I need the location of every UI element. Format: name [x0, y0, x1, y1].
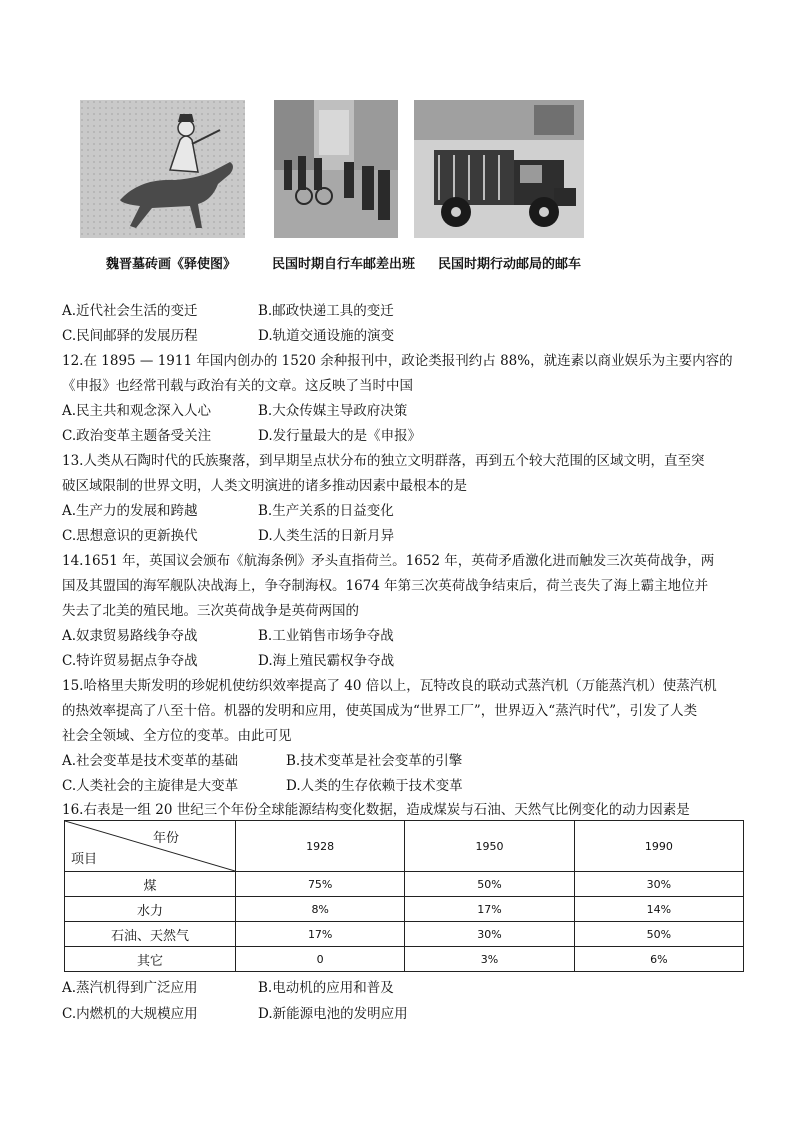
q11-option-c[interactable]: C.民间邮驿的发展历程	[62, 328, 198, 344]
q13-option-d[interactable]: D.人类生活的日新月异	[258, 528, 395, 544]
q12-option-b[interactable]: B.大众传媒主导政府决策	[258, 403, 408, 419]
table-row	[65, 897, 744, 922]
figure-caption-2: 民国时期自行车邮差出班	[272, 257, 416, 272]
q16-option-d[interactable]: D.新能源电池的发明应用	[258, 1006, 408, 1022]
table-cell: 17%	[405, 897, 574, 922]
q14-option-a[interactable]: A.奴隶贸易路线争夺战	[62, 628, 198, 644]
q13-option-a[interactable]: A.生产力的发展和跨越	[62, 503, 198, 519]
table-cell: 14%	[574, 897, 743, 922]
q14-option-c[interactable]: C.特许贸易据点争夺战	[62, 653, 198, 669]
q13-option-c[interactable]: C.思想意识的更新换代	[62, 528, 198, 544]
year-header: 1950	[405, 821, 574, 872]
mail-truck-photo	[414, 100, 584, 238]
q14-stem-line-2: 国及其盟国的海军舰队决战海上，争夺制海权。1674 年第三次英荷战争结束后，荷兰丧失了海上霸主地位并	[62, 578, 709, 594]
table-cell: 30%	[574, 872, 743, 897]
q16-option-b[interactable]: B.电动机的应用和普及	[258, 980, 394, 996]
table-cell: 50%	[574, 922, 743, 947]
table-cell: 30%	[405, 922, 574, 947]
q12-option-c[interactable]: C.政治变革主题备受关注	[62, 428, 212, 444]
table-cell: 8%	[236, 897, 405, 922]
q13-stem-line-1: 13.人类从石陶时代的氏族聚落，到早期呈点状分布的独立文明群落，再到五个较大范围的区域文明，直至突	[62, 453, 705, 469]
q15-option-c[interactable]: C.人类社会的主旋律是大变革	[62, 778, 239, 794]
q12-option-d[interactable]: D.发行量最大的是《申报》	[258, 428, 422, 444]
table-row	[65, 872, 744, 897]
row-label: 水力	[65, 897, 236, 922]
postman-on-horse-painting	[80, 100, 245, 238]
q15-stem-line-2: 的热效率提高了八至十倍。机器的发明和应用，使英国成为“世界工厂”，世界迈入“蒸汽时代”，引发了人类	[62, 703, 698, 719]
q12-option-a[interactable]: A.民主共和观念深入人心	[62, 403, 212, 419]
q14-stem-line-3: 失去了北美的殖民地。三次英荷战争是英荷两国的	[62, 603, 359, 619]
year-header: 1928	[236, 821, 405, 872]
row-label: 石油、天然气	[65, 922, 236, 947]
q14-option-d[interactable]: D.海上殖民霸权争夺战	[258, 653, 395, 669]
q15-option-b[interactable]: B.技术变革是社会变革的引擎	[286, 753, 463, 769]
table-row	[65, 922, 744, 947]
corner-label-item: 项目	[71, 852, 98, 867]
year-header: 1990	[574, 821, 743, 872]
q13-stem-line-2: 破区域限制的世界文明，人类文明演进的诸多推动因素中最根本的是	[62, 478, 467, 494]
q14-option-b[interactable]: B.工业销售市场争夺战	[258, 628, 394, 644]
q13-option-b[interactable]: B.生产关系的日益变化	[258, 503, 394, 519]
table-cell: 3%	[405, 947, 574, 972]
q15-option-a[interactable]: A.社会变革是技术变革的基础	[62, 753, 239, 769]
q11-option-b[interactable]: B.邮政快递工具的变迁	[258, 303, 394, 319]
figure-row	[72, 100, 592, 275]
energy-structure-table	[64, 820, 744, 972]
table-cell: 75%	[236, 872, 405, 897]
q14-stem-line-1: 14.1651 年，英国议会颁布《航海条例》矛头直指荷兰。1652 年，英荷矛盾激化进而触发三次英荷战争，两	[62, 553, 715, 569]
q15-option-d[interactable]: D.人类的生存依赖于技术变革	[286, 778, 463, 794]
figure-caption-1: 魏晋墓砖画《驿使图》	[106, 257, 237, 272]
q11-option-a[interactable]: A.近代社会生活的变迁	[62, 303, 198, 319]
row-label: 其它	[65, 947, 236, 972]
table-cell: 6%	[574, 947, 743, 972]
q12-stem-line-1: 12.在 1895 — 1911 年国内创办的 1520 余种报刊中，政论类报刊约占 88%，就连素以商业娱乐为主要内容的	[62, 353, 733, 369]
figure-caption-3: 民国时期行动邮局的邮车	[438, 257, 582, 272]
table-cell: 50%	[405, 872, 574, 897]
q15-stem-line-1: 15.哈格里夫斯发明的珍妮机使纺织效率提高了 40 倍以上，瓦特改良的联动式蒸汽机（万能蒸汽机）使蒸汽机	[62, 678, 717, 694]
q12-stem-line-2: 《申报》也经常刊载与政治有关的文章。这反映了当时中国	[62, 378, 413, 394]
q16-stem-line-1: 16.右表是一组 20 世纪三个年份全球能源结构变化数据，造成煤炭与石油、天然气比例变化的动力因素是	[62, 802, 690, 818]
q16-option-c[interactable]: C.内燃机的大规模应用	[62, 1006, 198, 1022]
table-row	[65, 947, 744, 972]
q15-stem-line-3: 社会全领域、全方位的变革。由此可见	[62, 728, 292, 744]
table-cell: 0	[236, 947, 405, 972]
q16-option-a[interactable]: A.蒸汽机得到广泛应用	[62, 980, 198, 996]
q11-option-d[interactable]: D.轨道交通设施的演变	[258, 328, 395, 344]
bicycle-postmen-photo	[274, 100, 398, 238]
table-header-row	[65, 821, 744, 872]
corner-label-year: 年份	[152, 831, 179, 846]
table-cell: 17%	[236, 922, 405, 947]
table-corner-cell	[65, 821, 236, 872]
row-label: 煤	[65, 872, 236, 897]
